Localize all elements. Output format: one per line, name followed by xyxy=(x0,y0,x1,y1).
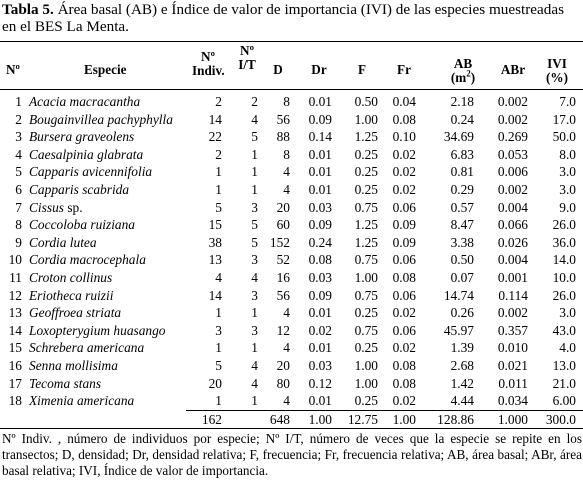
cell-ivi: 3.0 xyxy=(559,164,576,180)
header-ivi: IVI (%) xyxy=(546,56,568,85)
cell-ivi: 50.0 xyxy=(552,129,576,145)
species-name: Coccoloba ruiziana xyxy=(29,217,136,233)
header-nindiv: Nº Indiv. xyxy=(192,49,225,78)
top-rule xyxy=(0,41,583,42)
cell-abr: 0.006 xyxy=(497,164,528,180)
species-name: Geoffroea striata xyxy=(29,305,122,321)
cell-ind: 1 xyxy=(215,340,222,356)
cell-dr: 0.03 xyxy=(308,270,332,285)
cell-fr: 0.08 xyxy=(392,270,416,285)
cell-fr: 0.02 xyxy=(392,305,416,321)
cell-ab: 6.83 xyxy=(450,146,474,162)
cell-f: 1.00 xyxy=(354,270,378,285)
cell-n: 1 xyxy=(15,94,22,109)
cell-f: 0.25 xyxy=(354,182,378,197)
cell-ivi: 9.0 xyxy=(559,199,576,215)
total-fr: 1.00 xyxy=(392,412,416,427)
cell-it: 5 xyxy=(251,234,258,250)
cell-n: 2 xyxy=(15,111,22,127)
cell-d: 4 xyxy=(283,393,290,409)
cell-n: 5 xyxy=(15,164,22,180)
cell-dr: 0.09 xyxy=(308,111,332,127)
cell-d: 4 xyxy=(283,164,290,180)
cell-especie xyxy=(29,288,113,304)
cell-ab: 0.26 xyxy=(450,305,474,321)
cell-ivi: 3.0 xyxy=(559,305,576,321)
cell-dr: 0.09 xyxy=(308,287,332,303)
cell-fr: 0.10 xyxy=(392,129,416,145)
cell-abr: 0.026 xyxy=(497,234,528,250)
cell-ind: 1 xyxy=(215,164,222,180)
cell-ab: 1.42 xyxy=(450,375,474,391)
cell-fr: 0.06 xyxy=(392,287,416,303)
cell-d: 52 xyxy=(276,252,290,268)
cell-ab: 0.07 xyxy=(450,270,474,285)
cell-it: 4 xyxy=(251,375,258,391)
species-name: Caesalpinia glabrata xyxy=(29,146,144,162)
cell-ab: 0.81 xyxy=(450,164,474,180)
header-abr: ABr xyxy=(500,62,526,77)
species-suffix: sp. xyxy=(63,199,83,215)
species-name: Bursera graveolens xyxy=(29,129,135,145)
cell-abr: 0.002 xyxy=(497,94,528,109)
cell-especie xyxy=(29,393,134,409)
header-dr: Dr xyxy=(311,62,327,77)
cell-abr: 0.034 xyxy=(497,393,528,409)
cell-abr: 0.021 xyxy=(497,358,528,373)
cell-ivi: 10.0 xyxy=(552,270,576,285)
header-ab: AB $(m^2)$ xyxy=(450,56,476,85)
cell-d: 56 xyxy=(276,111,290,127)
cell-abr: 0.002 xyxy=(497,111,528,127)
caption-label: Tabla 5. xyxy=(2,1,54,18)
species-name: Acacia macracantha xyxy=(29,94,141,109)
cell-ivi: 26.0 xyxy=(552,287,576,303)
cell-abr: 0.002 xyxy=(497,182,528,197)
cell-ivi: 7.0 xyxy=(559,94,576,109)
cell-abr: 0.066 xyxy=(497,217,528,233)
cell-ivi: 8.0 xyxy=(559,146,576,162)
cell-dr: 0.02 xyxy=(308,322,332,338)
cell-ab: 45.97 xyxy=(443,322,474,338)
cell-n: 17 xyxy=(8,375,22,391)
cell-it: 1 xyxy=(251,146,258,162)
cell-f: 0.25 xyxy=(354,393,378,409)
cell-fr: 0.09 xyxy=(392,217,416,233)
cell-d: 60 xyxy=(276,217,290,233)
species-name: Cordia macrocephala xyxy=(29,252,146,268)
cell-abr: 0.004 xyxy=(497,199,528,215)
total-ab: 128.86 xyxy=(437,412,474,427)
cell-it: 1 xyxy=(251,164,258,180)
cell-fr: 0.08 xyxy=(392,375,416,391)
cell-it: 4 xyxy=(251,358,258,373)
cell-n: 4 xyxy=(15,146,22,162)
cell-ab: 1.39 xyxy=(450,340,474,356)
cell-fr: 0.08 xyxy=(392,111,416,127)
cell-f: 1.25 xyxy=(354,129,378,145)
cell-f: 1.00 xyxy=(354,358,378,373)
cell-ivi: 13.0 xyxy=(552,358,576,373)
cell-ab: 34.69 xyxy=(443,129,474,145)
cell-especie xyxy=(29,94,140,110)
cell-f: 1.00 xyxy=(354,375,378,391)
cell-abr: 0.004 xyxy=(497,252,528,268)
cell-it: 1 xyxy=(251,305,258,321)
cell-dr: 0.08 xyxy=(308,252,332,268)
species-name: Ximenia americana xyxy=(29,393,135,409)
species-name: Senna mollisima xyxy=(29,358,118,373)
cell-it: 5 xyxy=(251,217,258,233)
cell-dr: 0.01 xyxy=(308,393,332,409)
species-name: Loxopterygium huasango xyxy=(29,322,166,338)
cell-it: 3 xyxy=(251,287,258,303)
cell-especie xyxy=(29,129,134,145)
total-abr: 1.000 xyxy=(497,412,528,427)
cell-ind: 1 xyxy=(215,182,222,197)
cell-dr: 0.01 xyxy=(308,340,332,356)
total-f: 12.75 xyxy=(347,412,378,427)
cell-abr: 0.001 xyxy=(497,270,528,285)
cell-especie xyxy=(29,164,152,180)
cell-n: 6 xyxy=(15,182,22,197)
cell-d: 20 xyxy=(276,358,290,373)
cell-ivi: 43.0 xyxy=(552,322,576,338)
cell-dr: 0.01 xyxy=(308,182,332,197)
cell-fr: 0.04 xyxy=(392,94,416,109)
header-num: Nº xyxy=(6,62,20,77)
cell-ind: 1 xyxy=(215,393,222,409)
cell-ivi: 21.0 xyxy=(552,375,576,391)
cell-ab: 8.47 xyxy=(450,217,474,233)
caption-text: Área basal (AB) e Índice de valor de importancia (IVI) de las especies muestreadas en el BES La Menta. xyxy=(2,1,565,35)
header-especie: Especie xyxy=(84,62,127,77)
cell-f: 0.75 xyxy=(354,252,378,268)
cell-it: 3 xyxy=(251,322,258,338)
cell-n: 18 xyxy=(8,393,22,409)
cell-ab: 14.74 xyxy=(443,287,474,303)
cell-fr: 0.06 xyxy=(392,252,416,268)
cell-fr: 0.06 xyxy=(392,322,416,338)
cell-ab: 0.29 xyxy=(450,182,474,197)
cell-it: 1 xyxy=(251,393,258,409)
cell-ab: 0.24 xyxy=(450,111,474,127)
cell-ivi: 6.00 xyxy=(552,393,576,409)
header-rule xyxy=(0,89,583,90)
cell-ind: 14 xyxy=(208,111,222,127)
cell-ind: 5 xyxy=(215,358,222,373)
header-f: F xyxy=(357,62,367,77)
cell-n: 3 xyxy=(15,129,22,145)
cell-d: 4 xyxy=(283,340,290,356)
cell-f: 1.25 xyxy=(354,234,378,250)
cell-abr: 0.011 xyxy=(498,375,528,391)
cell-especie xyxy=(29,305,121,321)
cell-dr: 0.24 xyxy=(308,234,332,250)
cell-f: 0.25 xyxy=(354,146,378,162)
cell-ivi: 17.0 xyxy=(552,111,576,127)
table-footnote: Nº Indiv. , número de individuos por especie; Nº I/T, número de veces que la especie se repite en los transectos; D, densidad; Dr, densidad relativa; F, frecuencia; Fr, frecuencia relativa; AB, área basal; ABr, área basal relativa; IVI, Índice de valor de importancia. xyxy=(2,431,582,479)
cell-f: 1.25 xyxy=(354,217,378,233)
cell-ind: 22 xyxy=(208,129,222,145)
cell-ivi: 26.0 xyxy=(552,217,576,233)
cell-d: 8 xyxy=(283,146,290,162)
cell-it: 2 xyxy=(251,94,258,109)
cell-fr: 0.02 xyxy=(392,393,416,409)
cell-f: 0.25 xyxy=(354,164,378,180)
cell-especie xyxy=(29,235,97,251)
cell-abr: 0.002 xyxy=(497,305,528,321)
species-name: Cissus xyxy=(29,199,64,215)
cell-especie xyxy=(29,340,144,356)
cell-especie xyxy=(29,252,146,268)
table-caption xyxy=(2,1,580,35)
cell-ab: 3.38 xyxy=(450,234,474,250)
cell-ind: 2 xyxy=(215,94,222,109)
cell-it: 4 xyxy=(251,270,258,285)
cell-abr: 0.053 xyxy=(497,146,528,162)
cell-it: 1 xyxy=(251,182,258,197)
total-d: 648 xyxy=(269,412,290,427)
totals-rule xyxy=(186,410,583,411)
cell-n: 12 xyxy=(8,287,22,303)
cell-f: 0.75 xyxy=(354,287,378,303)
cell-n: 15 xyxy=(8,340,22,356)
cell-ivi: 14.0 xyxy=(552,252,576,268)
cell-ind: 15 xyxy=(208,217,222,233)
cell-especie xyxy=(29,323,166,339)
cell-especie xyxy=(29,147,143,163)
cell-ab: 4.44 xyxy=(450,393,474,409)
cell-d: 80 xyxy=(276,375,290,391)
cell-dr: 0.03 xyxy=(308,199,332,215)
cell-n: 14 xyxy=(8,322,22,338)
cell-ind: 5 xyxy=(215,199,222,215)
species-name: Cordia lutea xyxy=(29,234,97,250)
cell-dr: 0.14 xyxy=(308,129,332,145)
total-ivi: 300.0 xyxy=(545,412,576,427)
cell-it: 5 xyxy=(251,129,258,145)
cell-abr: 0.269 xyxy=(497,129,528,145)
total-indiv: 162 xyxy=(201,412,222,427)
cell-ivi: 36.0 xyxy=(552,234,576,250)
cell-fr: 0.02 xyxy=(392,164,416,180)
cell-f: 0.50 xyxy=(354,94,378,109)
cell-n: 8 xyxy=(15,217,22,233)
cell-d: 56 xyxy=(276,287,290,303)
cell-ind: 2 xyxy=(215,146,222,162)
cell-f: 0.25 xyxy=(354,305,378,321)
cell-ind: 1 xyxy=(215,305,222,321)
cell-ind: 13 xyxy=(208,252,222,268)
cell-d: 152 xyxy=(269,234,290,250)
cell-dr: 0.01 xyxy=(308,94,332,109)
cell-f: 0.75 xyxy=(354,322,378,338)
cell-ab: 2.18 xyxy=(450,94,474,109)
cell-dr: 0.12 xyxy=(308,375,332,391)
cell-it: 3 xyxy=(251,199,258,215)
cell-n: 9 xyxy=(15,234,22,250)
cell-especie xyxy=(29,112,173,128)
cell-dr: 0.01 xyxy=(308,164,332,180)
cell-d: 16 xyxy=(276,270,290,285)
cell-ivi: 3.0 xyxy=(559,182,576,197)
cell-dr: 0.01 xyxy=(308,305,332,321)
cell-dr: 0.03 xyxy=(308,358,332,373)
cell-ind: 4 xyxy=(215,270,222,285)
cell-it: 1 xyxy=(251,340,258,356)
cell-it: 3 xyxy=(251,252,258,268)
cell-fr: 0.08 xyxy=(392,358,416,373)
total-dr: 1.00 xyxy=(308,412,332,427)
cell-fr: 0.02 xyxy=(392,340,416,356)
cell-especie xyxy=(29,182,129,198)
cell-ind: 3 xyxy=(215,322,222,338)
cell-ab: 0.50 xyxy=(450,252,474,268)
cell-d: 4 xyxy=(283,305,290,321)
cell-abr: 0.010 xyxy=(497,340,528,356)
cell-d: 20 xyxy=(276,199,290,215)
cell-especie xyxy=(29,358,118,374)
species-name: Croton collinus xyxy=(29,270,113,285)
cell-dr: 0.09 xyxy=(308,217,332,233)
cell-n: 13 xyxy=(8,305,22,321)
cell-fr: 0.02 xyxy=(392,146,416,162)
cell-ivi: 4.0 xyxy=(559,340,576,356)
cell-abr: 0.114 xyxy=(498,287,528,303)
species-name: Eriotheca ruizii xyxy=(29,287,114,303)
cell-especie xyxy=(29,376,101,392)
cell-n: 16 xyxy=(8,358,22,373)
header-d: D xyxy=(273,62,283,77)
species-name: Bougainvillea pachyphylla xyxy=(29,111,173,127)
cell-f: 1.00 xyxy=(354,111,378,127)
cell-fr: 0.02 xyxy=(392,182,416,197)
cell-n: 10 xyxy=(8,252,22,268)
cell-ab: 2.68 xyxy=(450,358,474,373)
cell-ind: 20 xyxy=(208,375,222,391)
cell-d: 4 xyxy=(283,182,290,197)
cell-ind: 38 xyxy=(208,234,222,250)
cell-d: 8 xyxy=(283,94,290,109)
species-name: Capparis scabrida xyxy=(29,182,130,197)
species-name: Tecoma stans xyxy=(29,375,102,391)
cell-ab: 0.57 xyxy=(450,199,474,215)
cell-ind: 14 xyxy=(208,287,222,303)
cell-especie xyxy=(29,270,112,286)
header-nit: Nº I/T xyxy=(238,43,256,72)
cell-d: 12 xyxy=(276,322,290,338)
cell-f: 0.25 xyxy=(354,340,378,356)
cell-dr: 0.01 xyxy=(308,146,332,162)
bottom-rule xyxy=(0,428,583,429)
species-name: Schrebera americana xyxy=(29,340,145,356)
cell-d: 88 xyxy=(276,129,290,145)
cell-n: 7 xyxy=(15,199,22,215)
cell-n: 11 xyxy=(9,270,22,285)
cell-fr: 0.06 xyxy=(392,199,416,215)
cell-fr: 0.09 xyxy=(392,234,416,250)
cell-especie xyxy=(29,217,135,233)
cell-f: 0.75 xyxy=(354,199,378,215)
species-name: Capparis avicennifolia xyxy=(29,164,153,180)
cell-abr: 0.357 xyxy=(497,322,528,338)
header-fr: Fr xyxy=(397,62,411,77)
cell-especie xyxy=(29,200,83,216)
cell-it: 4 xyxy=(251,111,258,127)
